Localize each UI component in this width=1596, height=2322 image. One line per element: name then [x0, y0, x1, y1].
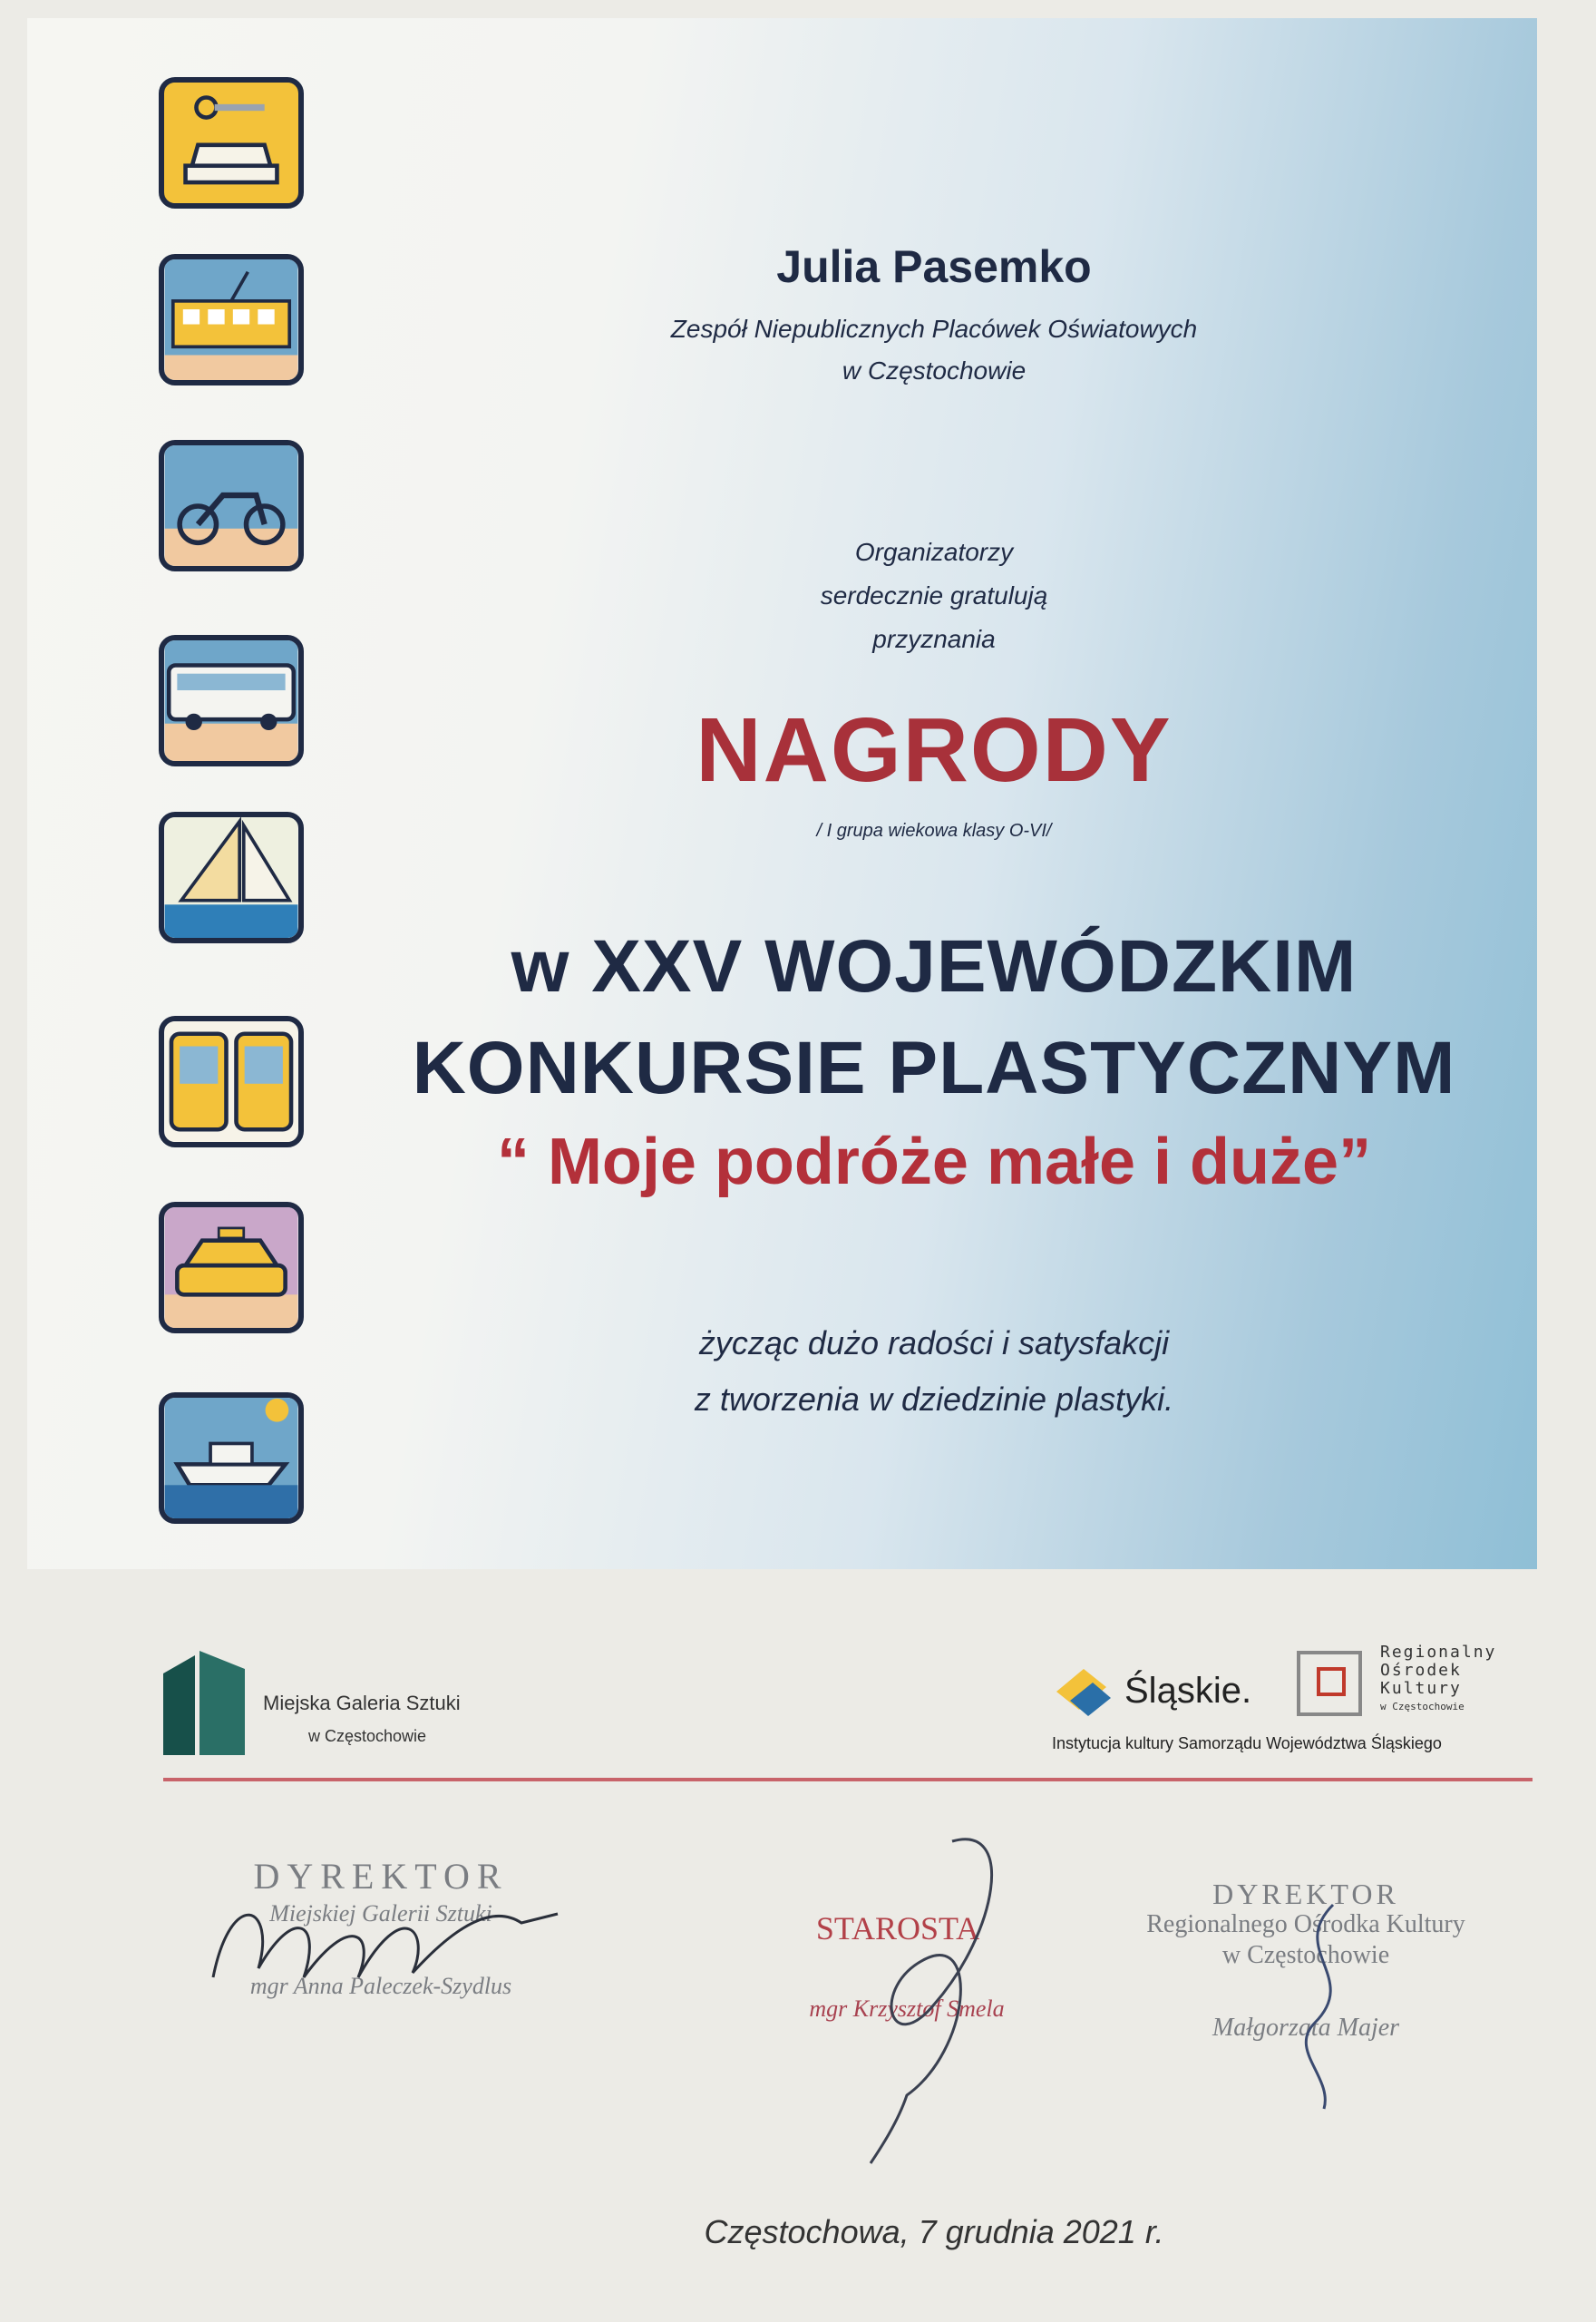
signature-3-name: Małgorzata Majer: [1212, 2014, 1400, 2042]
rok-line-2: Ośrodek: [1380, 1661, 1462, 1680]
bus-icon: [159, 635, 304, 766]
slaskie-logo-text: Śląskie.: [1124, 1671, 1252, 1711]
award-title: NAGRODY: [696, 699, 1173, 801]
date-place: Częstochowa, 7 grudnia 2021 r.: [704, 2213, 1164, 2250]
divider-line: [163, 1778, 1533, 1781]
contest-line-2: KONKURSIE PLASTYCZNYM: [412, 1027, 1456, 1109]
signature-1-title: DYREKTOR: [253, 1856, 509, 1897]
wish-line-2: z tworzenia w dziedzinie plastyki.: [694, 1381, 1174, 1418]
signature-2-scribble: [816, 1823, 1052, 2168]
tram-icon: [159, 254, 304, 385]
signature-1-name: mgr Anna Paleczek-Szydlus: [249, 1973, 512, 1999]
taxi-icon: [159, 1202, 304, 1333]
school-line-1: Zespół Niepublicznych Placówek Oświatowych: [670, 315, 1198, 343]
rok-logo-text: [1380, 1644, 1496, 1716]
wish-text: [345, 1315, 1523, 1428]
slaskie-logo-mark: [1052, 1660, 1115, 1723]
ship-icon: [159, 1392, 304, 1524]
gallery-logo-mark: [163, 1651, 245, 1755]
age-group: / I grupa wiekowa klasy O-VI/: [816, 821, 1052, 841]
gallery-name: Miejska Galeria Sztuki: [263, 1692, 461, 1714]
rok-line-1: Regionalny: [1380, 1643, 1497, 1662]
signature-3-title: DYREKTOR: [1212, 1878, 1399, 1910]
rok-line-3: Kultury: [1380, 1679, 1462, 1698]
organizers-text: [345, 531, 1523, 661]
institution-caption: Instytucja kultury Samorządu Województwa Śląskiego: [1052, 1734, 1442, 1752]
slaskie-logo: [1052, 1660, 1252, 1728]
signature-2-title: STAROSTA: [815, 1910, 980, 1946]
contest-theme: “ Moje podróże małe i duże”: [496, 1126, 1372, 1198]
organizers-line-1: Organizatorzy: [854, 538, 1014, 566]
signature-1-institution: Miejskiej Galerii Sztuki: [269, 1900, 492, 1927]
contest-title: [345, 916, 1523, 1119]
signature-1-scribble: [195, 1868, 576, 2014]
recipient-school: [345, 308, 1523, 392]
signature-3-line-1: Regionalnego Ośrodka Kultury: [1146, 1910, 1465, 1938]
school-line-2: w Częstochowie: [842, 356, 1027, 385]
wish-line-1: życząc dużo radości i satysfakcji: [698, 1324, 1170, 1361]
organizers-line-2: serdecznie gratulują: [820, 581, 1048, 610]
rok-line-4: w Częstochowie: [1380, 1701, 1465, 1712]
gallery-logo-text: [263, 1687, 499, 1752]
organizers-line-3: przyznania: [872, 625, 996, 653]
gallery-city: w Częstochowie: [308, 1727, 427, 1745]
signature-3-line-2: w Częstochowie: [1221, 1941, 1390, 1969]
car-key-icon: [159, 77, 304, 209]
contest-line-1: w XXV WOJEWÓDZKIM: [511, 925, 1358, 1008]
recipient-name: Julia Pasemko: [776, 241, 1092, 292]
signature-3-scribble: [1251, 1896, 1396, 2113]
rok-logo-mark: [1297, 1651, 1362, 1716]
sailboat-icon: [159, 812, 304, 943]
train-icon: [159, 1016, 304, 1147]
motorcycle-icon: [159, 440, 304, 571]
signature-2-name: mgr Krzysztof Smela: [809, 1995, 1005, 2022]
